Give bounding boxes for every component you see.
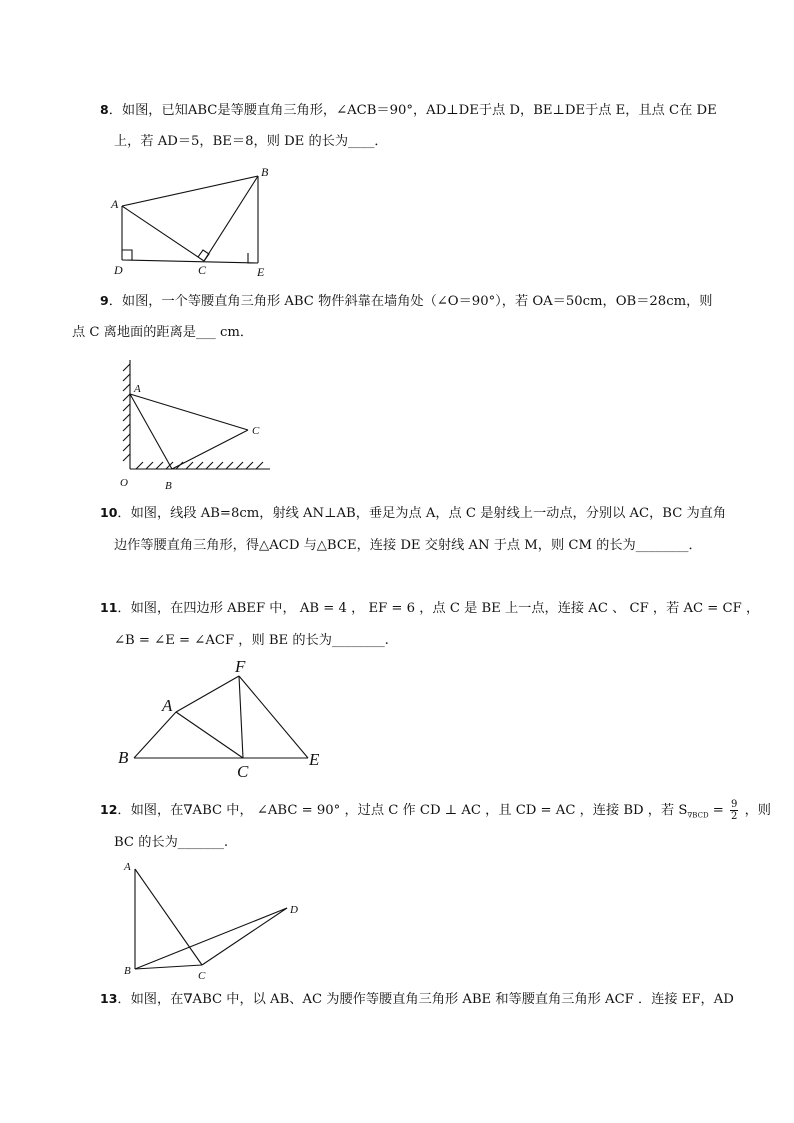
- problem-13-line-1: [100, 990, 734, 1009]
- problem-12-line-1: [100, 798, 771, 828]
- wall-hatching: [123, 364, 130, 461]
- problem-number: 13: [100, 991, 118, 1006]
- segment-CB: [204, 176, 258, 261]
- label-C: C: [198, 263, 207, 277]
- problem-number: 8: [100, 102, 109, 117]
- label-C: C: [252, 425, 260, 437]
- figure-problem-8: [108, 164, 278, 279]
- problem-9-line-2: 点 C 离地面的距离是___ cm．: [72, 325, 254, 340]
- problem-text: ．如图，在∇ABC 中，以 AB、AC 为腰作等腰直角三角形 ABE 和等腰直角三角形 ACF ．连接 EF，AD: [117, 992, 734, 1007]
- segment-DE: [122, 260, 258, 263]
- problem-number: 10: [100, 505, 118, 520]
- problem-text-tail: ，则: [740, 803, 771, 818]
- right-angle-D: [122, 250, 132, 260]
- problem-number: 9: [100, 293, 109, 308]
- label-A: A: [134, 383, 141, 395]
- fraction: [730, 799, 738, 822]
- problem-text: ．如图，在四边形 ABEF 中， AB = 4 ， EF = 6 ，点 C 是 BE 上一点，连接 AC 、 CF ，若 AC = CF ，: [117, 601, 760, 616]
- right-angle-C: [198, 250, 209, 261]
- fraction-numerator: 9: [731, 799, 738, 810]
- segment-BA: [134, 712, 176, 758]
- label-A: A: [124, 861, 131, 873]
- problem-number: 11: [100, 600, 118, 615]
- label-E: E: [309, 750, 320, 769]
- problem-text: ．如图，已知ABC是等腰直角三角形，∠ACB＝90°，AD⊥DE于点 D，BE⊥DE于点 E，且点 C在 DE: [108, 103, 717, 118]
- figure-problem-11: [112, 655, 332, 783]
- segment-FC: [239, 676, 243, 758]
- label-B: B: [261, 165, 269, 179]
- problem-8-line-1: [100, 101, 717, 120]
- segment-AC: [122, 206, 204, 261]
- right-angle-E: [248, 253, 258, 263]
- problem-text: ．如图，在∇ABC 中， ∠ABC = 90° ，过点 C 作 CD ⊥ AC ，且 CD = AC ，连接 BD ，若 S: [117, 803, 688, 818]
- label-B: B: [118, 748, 129, 767]
- problem-12-line-2: BC 的长为_______.: [114, 835, 229, 850]
- segment-BC: [172, 430, 248, 469]
- area-subscript: ∇BCD: [687, 811, 709, 820]
- problem-10-line-2: 边作等腰直角三角形，得△ACD 与△BCE，连接 DE 交射线 AN 于点 M，则 CM 的长为________．: [114, 538, 702, 553]
- segment-AF: [176, 676, 239, 712]
- problem-11-line-1: [100, 599, 759, 618]
- label-F: F: [235, 657, 246, 676]
- segment-AC: [135, 869, 202, 965]
- problem-text: ．如图，线段 AB=8cm，射线 AN⊥AB，垂足为点 A，点 C 是射线上一动点，分别以 AC，BC 为直角: [117, 506, 727, 521]
- problem-11-line-2: ∠B = ∠E = ∠ACF ，则 BE 的长为________.: [114, 633, 389, 648]
- segment-BD: [135, 908, 287, 969]
- problem-10-line-1: [100, 504, 726, 523]
- problem-number: 12: [100, 802, 118, 817]
- fraction-denominator: 2: [731, 811, 738, 822]
- ground-hatching: [136, 462, 263, 469]
- label-D: D: [114, 263, 123, 277]
- label-A: A: [162, 696, 173, 715]
- equals-sign: =: [708, 803, 728, 818]
- label-O: O: [120, 477, 128, 489]
- label-B: B: [165, 480, 172, 492]
- segment-BC: [135, 965, 202, 969]
- figure-problem-12: [118, 858, 308, 984]
- label-A: A: [111, 197, 119, 211]
- label-D: D: [290, 904, 298, 916]
- problem-9-line-1: [100, 292, 712, 311]
- problem-8-line-2: 上，若 AD＝5，BE＝8，则 DE 的长为____．: [114, 134, 388, 149]
- problem-text: ．如图，一个等腰直角三角形 ABC 物件斜靠在墙角处（∠O＝90°），若 OA＝50cm，OB＝28cm，则: [108, 294, 713, 309]
- label-C: C: [198, 970, 206, 982]
- segment-AC: [176, 712, 243, 758]
- label-C: C: [237, 762, 249, 781]
- label-E: E: [257, 265, 265, 279]
- figure-problem-9: [112, 352, 277, 494]
- label-B: B: [124, 965, 131, 977]
- segment-AB: [122, 176, 258, 206]
- segment-FE: [239, 676, 308, 758]
